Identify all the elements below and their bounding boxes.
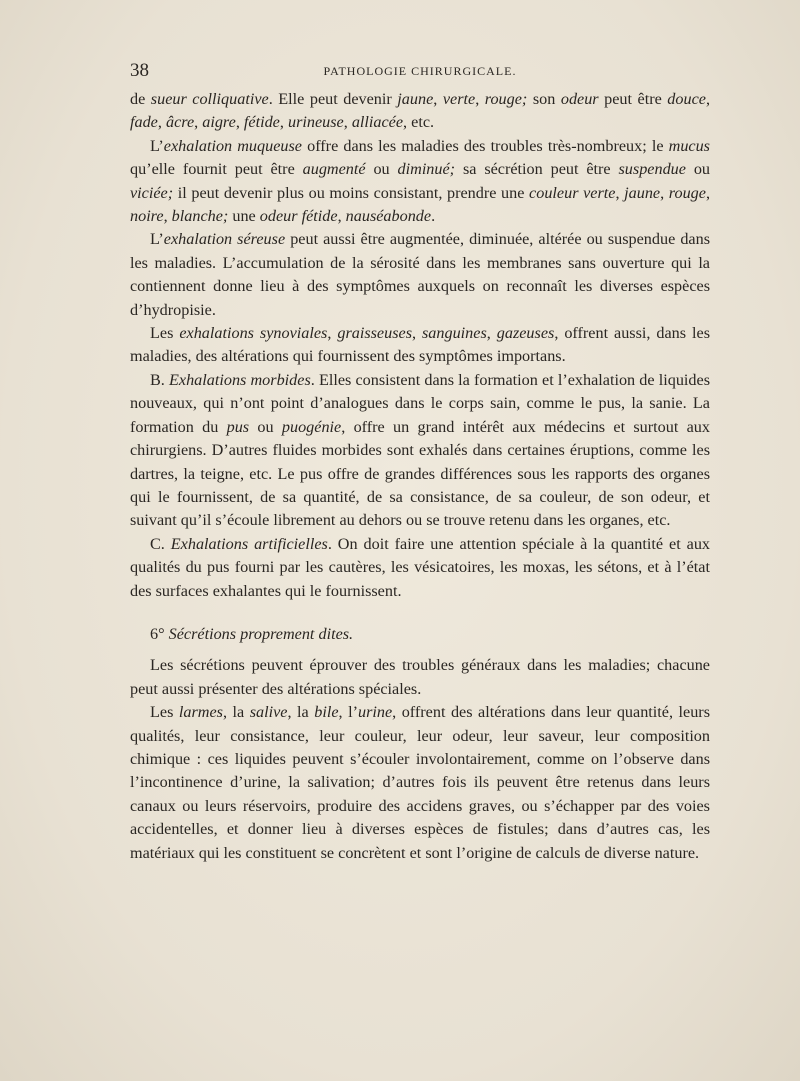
text-run: , xyxy=(327,324,338,343)
text-run: C. xyxy=(150,534,171,553)
text-run: ou xyxy=(685,160,711,179)
text-run: Les sécrétions peuvent éprouver des troubles généraux dans les maladies; chacune peut aussi présenter des altérations spéciales. xyxy=(130,656,710,698)
text-run: , offre un grand intérêt aux médecins et surtout aux chirurgiens. D’autres fluides morbides sont exhalés dans certaines éruptions, comme les dartres, la teigne, etc. Le pus offre de grandes différences sous les rapports des organes qui le fournissent, de sa quantité, de sa consistance, de sa couleur, de son odeur, et suivant qu’il s’écoule librement au dehors ou se trouve retenu dans les organes, etc. xyxy=(130,417,710,530)
text-run: ou xyxy=(365,160,398,179)
text-run: . Elle peut devenir xyxy=(268,90,398,108)
italic-run: jaune xyxy=(624,183,661,202)
text-run: . Elles consistent dans la formation et l’exhalation de liquides nouveaux, qui n’ont point d’analogues dans le corps sain, comme le pus, la sanie. La formation du xyxy=(130,370,710,436)
text-run: Les xyxy=(150,703,179,722)
page-number: 38 xyxy=(130,60,149,81)
text-run: B. xyxy=(150,370,169,389)
text-run: , xyxy=(235,113,244,132)
italic-run: alliacée xyxy=(351,113,404,132)
text-run: , xyxy=(705,183,710,202)
text-run: , offrent des altérations dans leur quantité, leurs qualités, leur consistance, leur couleur, leur odeur, leur saveur, leur composition chimique : ces liquides peuvent s’écouler involontairement, comme on l’observe dans l’incontinence d’urine, la salivation; d’autres fois ils peuvent être retenus dans leurs canaux ou leurs réservoirs, produire des accidens graves, ou s’échapper par des voies accidentelles, et donner lieu à diverses espèces de fistules; dans d’autres cas, les matériaux qui les constituent se concrètent et sont l’origine de calculs de diverse nature. xyxy=(130,703,710,862)
italic-run: fétide xyxy=(243,113,280,132)
text-run: peut aussi être augmentée, diminuée, altérée ou suspendue dans les maladies. L’accumulation de la sérosité dans les membranes sans ouverture qui la contiennent donne lieu à des symptômes auxquels on reconnaît les diverses espèces d’hydropisie. xyxy=(130,230,710,319)
italic-run: Exhalations morbides xyxy=(169,370,311,389)
paragraph xyxy=(130,654,710,701)
italic-run: odeur xyxy=(560,90,599,108)
paragraph xyxy=(130,701,710,865)
text-run: offre dans les maladies des troubles très-nombreux; le xyxy=(301,136,669,155)
italic-run: âcre xyxy=(165,113,195,132)
text-run: , xyxy=(475,90,485,108)
italic-run: gazeuses xyxy=(496,324,555,343)
italic-run: exhalation séreuse xyxy=(163,230,286,249)
text-run: , xyxy=(486,324,497,343)
text-run: 6° xyxy=(150,624,169,643)
text-run: , offrent aussi, dans les maladies, des altérations qui fournissent des symptômes importans. xyxy=(130,324,710,366)
page-header xyxy=(130,60,710,86)
paragraph xyxy=(130,135,710,229)
text-run: une xyxy=(228,207,260,226)
italic-run: salive xyxy=(249,703,288,722)
text-run: , xyxy=(337,207,346,226)
text-run: , l’ xyxy=(338,703,358,722)
text-run: qu’elle fournit peut être xyxy=(130,160,303,179)
text-run: , la xyxy=(287,703,315,722)
text-run: , xyxy=(343,113,352,132)
paragraph xyxy=(130,369,710,533)
italic-run: exhalation muqueuse xyxy=(163,136,302,155)
text-run: de xyxy=(130,90,151,108)
italic-run: exhalations synoviales xyxy=(179,324,328,343)
italic-run: graisseuses xyxy=(337,324,412,343)
italic-run: couleur verte xyxy=(529,183,616,202)
body-text xyxy=(130,88,710,865)
italic-run: puogénie xyxy=(281,417,342,436)
italic-run: urineuse xyxy=(287,113,344,132)
running-title: PATHOLOGIE CHIRURGICALE. xyxy=(323,64,517,78)
italic-run: Sécrétions proprement dites. xyxy=(168,624,354,643)
italic-run: suspendue xyxy=(618,160,686,179)
italic-run: blanche; xyxy=(171,207,229,226)
italic-run: Exhalations artificielles xyxy=(170,534,328,553)
text-run: . On doit faire une attention spéciale à la quantité et aux qualités du pus fourni par les cautères, les vésicatoires, les moxas, les sétons, et à l’état des surfaces exhalantes qui le fournissent. xyxy=(130,534,711,600)
italic-run: pus xyxy=(226,417,250,436)
italic-run: verte xyxy=(442,90,476,108)
text-run: , etc. xyxy=(403,113,435,132)
italic-run: douce xyxy=(667,90,706,108)
text-run: son xyxy=(527,90,561,108)
italic-run: bile xyxy=(314,703,339,722)
italic-run: rouge xyxy=(668,183,706,202)
section-heading xyxy=(130,623,710,646)
text-run: Les xyxy=(150,324,180,343)
text-run: L’ xyxy=(150,230,164,249)
italic-run: urine xyxy=(357,703,393,722)
text-run: , xyxy=(157,113,166,132)
italic-run: larmes xyxy=(178,703,223,722)
text-run: , xyxy=(194,113,203,132)
text-run: ou xyxy=(249,417,282,436)
italic-run: rouge; xyxy=(484,90,528,108)
text-run: sa sécrétion peut être xyxy=(455,160,619,179)
italic-run: noire xyxy=(130,207,164,226)
italic-run: sueur colliquative xyxy=(150,90,269,108)
italic-run: augmenté xyxy=(302,160,366,179)
italic-run: sanguines xyxy=(422,324,487,343)
text-run: L’ xyxy=(150,136,164,155)
italic-run: viciée; xyxy=(130,183,174,202)
italic-run: odeur fétide xyxy=(259,207,338,226)
paragraph xyxy=(130,228,710,322)
paragraph xyxy=(130,533,710,603)
italic-run: aigre xyxy=(202,113,236,132)
text-run: , xyxy=(615,183,625,202)
italic-run: fade xyxy=(130,113,158,132)
text-run: , xyxy=(163,207,172,226)
italic-run: diminué; xyxy=(397,160,456,179)
text-run: , xyxy=(433,90,443,108)
italic-run: jaune xyxy=(397,90,434,108)
paragraph xyxy=(130,88,710,135)
text-run: peut être xyxy=(598,90,668,108)
italic-run: nauséabonde xyxy=(345,207,432,226)
text-run: il peut devenir plus ou moins consistant, prendre une xyxy=(173,183,530,202)
text-run: , la xyxy=(222,703,250,722)
text-run: , xyxy=(412,324,422,343)
text-run: , xyxy=(705,90,710,108)
text-run: , xyxy=(660,183,669,202)
paragraph xyxy=(130,322,710,369)
italic-run: mucus xyxy=(668,136,710,155)
text-run: , xyxy=(279,113,288,132)
text-run: . xyxy=(431,207,436,226)
